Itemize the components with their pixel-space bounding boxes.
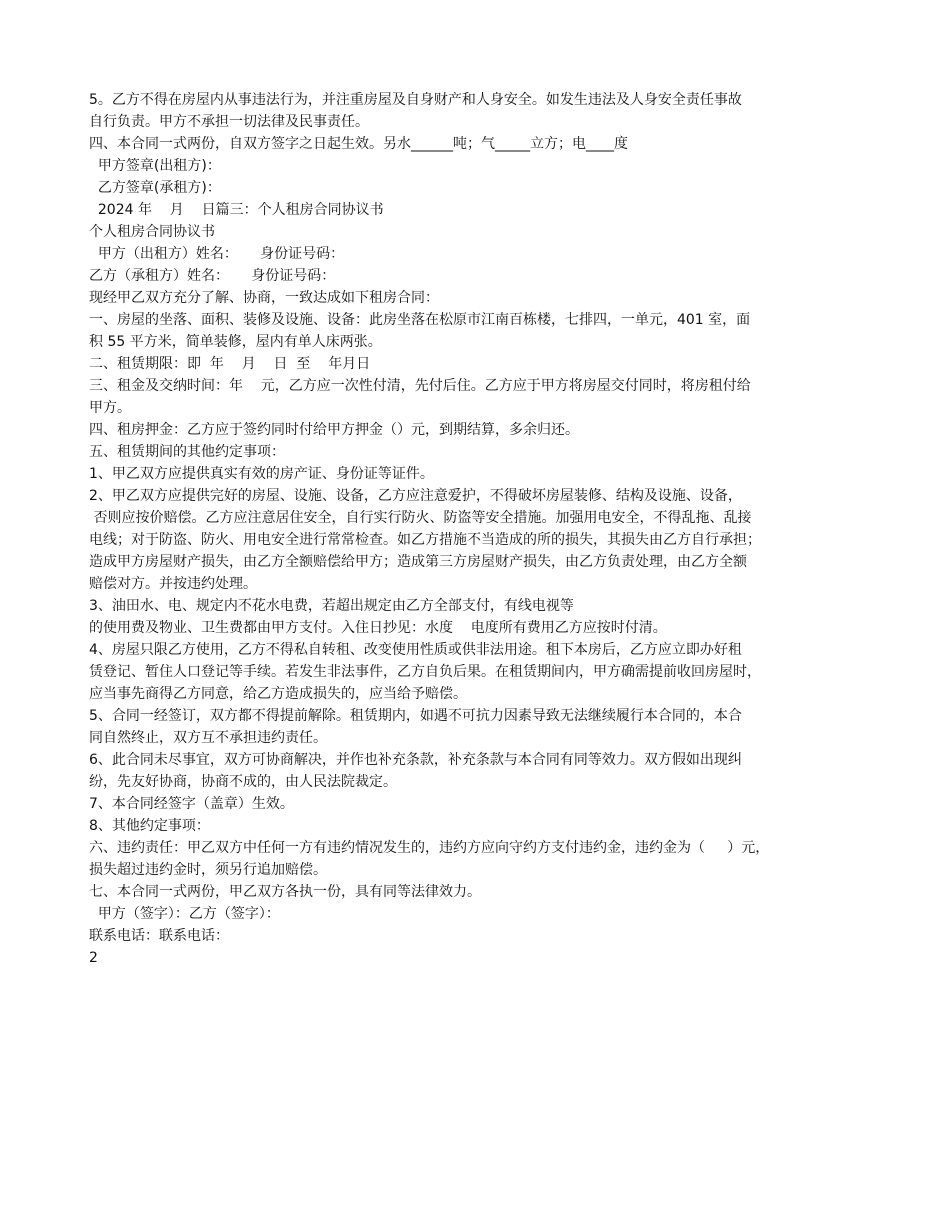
text-line: 四、本合同一式两份，自双方签字之日起生效。另水______吨；气_____立方；电____度 bbox=[89, 136, 628, 152]
text-line: 一、房屋的坐落、面积、装修及设施、设备：此房坐落在松原市江南百栋楼，七排四，一单元，401 室，面 bbox=[89, 312, 751, 328]
text-line: 现经甲乙双方充分了解、协商，一致达成如下租房合同： bbox=[89, 290, 439, 306]
text-line: 应当事先商得乙方同意，给乙方造成损失的，应当给予赔偿。 bbox=[89, 686, 467, 702]
page-number: 2 bbox=[89, 950, 98, 966]
text-line: 赁登记、暂住人口登记等手续。若发生非法事件，乙方自负后果。在租赁期间内，甲方确需提前收回房屋时， bbox=[89, 664, 761, 680]
signature-line: 甲方（签字）：乙方（签字）： bbox=[89, 906, 280, 922]
text-line: 三、租金及交纳时间：年 元，乙方应一次性付清，先付后住。乙方应于甲方将房屋交付同时，将房租付给 bbox=[89, 378, 751, 394]
text-line: 3、油田水、电、规定内不花水电费，若超出规定由乙方全部支付，有线电视等 bbox=[89, 598, 574, 614]
text-line: 电线；对于防盗、防火、用电安全进行常常检查。如乙方措施不当造成的所的损失，其损失由乙方自行承担； bbox=[89, 532, 761, 548]
text-line: 2、甲乙双方应提供完好的房屋、设施、设备，乙方应注意爱护，不得破坏房屋装修、结构及设施、设备， bbox=[89, 488, 742, 504]
text-line: 纷，先友好协商，协商不成的，由人民法院裁定。 bbox=[89, 774, 397, 790]
text-line: 1、甲乙双方应提供真实有效的房产证、身份证等证件。 bbox=[89, 466, 434, 482]
text-line: 造成甲方房屋财产损失，由乙方全额赔偿给甲方；造成第三方房屋财产损失，由乙方负责处理，由乙方全额 bbox=[89, 554, 747, 570]
text-line: 的使用费及物业、卫生费都由甲方支付。入住日抄见：水度 电度所有费用乙方应按时付清。 bbox=[89, 620, 667, 636]
contact-line: 联系电话：联系电话： bbox=[89, 928, 229, 944]
text-line: 6、此合同未尽事宜，双方可协商解决，并作也补充条款，补充条款与本合同有同等效力。双方假如出现纠 bbox=[89, 752, 742, 768]
text-line: 五、租赁期间的其他约定事项： bbox=[89, 444, 285, 460]
text-line: 乙方签章(承租方)： bbox=[89, 180, 221, 196]
text-line: 5、合同一经签订，双方都不得提前解除。租赁期内，如遇不可抗力因素导致无法继续履行本合同的，本合 bbox=[89, 708, 742, 724]
text-line: 同自然终止，双方互不承担违约责任。 bbox=[89, 730, 327, 746]
text-line: 积 55 平方米，简单装修，屋内有单人床两张。 bbox=[89, 334, 382, 350]
text-line: 乙方（承租方）姓名： 身份证号码： bbox=[89, 268, 336, 284]
text-line: 5。乙方不得在房屋内从事违法行为，并注重房屋及自身财产和人身安全。如发生违法及人身安全责任事故 bbox=[89, 92, 742, 108]
text-line: 六、违约责任：甲乙双方中任何一方有违约情况发生的，违约方应向守约方支付违约金，违约金为（ ）元， bbox=[89, 840, 770, 856]
text-line: 七、本合同一式两份，甲乙双方各执一份，具有同等法律效力。 bbox=[89, 884, 481, 900]
text-line: 甲方。 bbox=[89, 400, 131, 416]
text-line: 甲方签章(出租方)： bbox=[89, 158, 221, 174]
text-line: 损失超过违约金时，须另行追加赔偿。 bbox=[89, 862, 327, 878]
text-line: 7、本合同经签字（盖章）生效。 bbox=[89, 796, 294, 812]
text-line: 甲方（出租方）姓名： 身份证号码： bbox=[89, 246, 345, 262]
text-line: 4、房屋只限乙方使用，乙方不得私自转租、改变使用性质或供非法用途。租下本房后，乙方应立即办好租 bbox=[89, 642, 742, 658]
text-line: 自行负责。甲方不承担一切法律及民事责任。 bbox=[89, 114, 369, 130]
text-line: 8、其他约定事项： bbox=[89, 818, 210, 834]
text-line: 二、租赁期限：即 年 月 日 至 年月日 bbox=[89, 356, 371, 372]
text-line: 赔偿对方。并按违约处理。 bbox=[89, 576, 257, 592]
section-title: 个人租房合同协议书 bbox=[89, 224, 215, 240]
text-line: 2024 年 月 日篇三：个人租房合同协议书 bbox=[89, 202, 384, 218]
text-line: 否则应按价赔偿。乙方应注意居住安全，自行实行防火、防盗等安全措施。加强用电安全，不得乱拖、乱接 bbox=[89, 510, 752, 526]
document-page bbox=[89, 89, 879, 969]
text-line: 四、租房押金：乙方应于签约同时付给甲方押金（）元，到期结算，多余归还。 bbox=[89, 422, 579, 438]
